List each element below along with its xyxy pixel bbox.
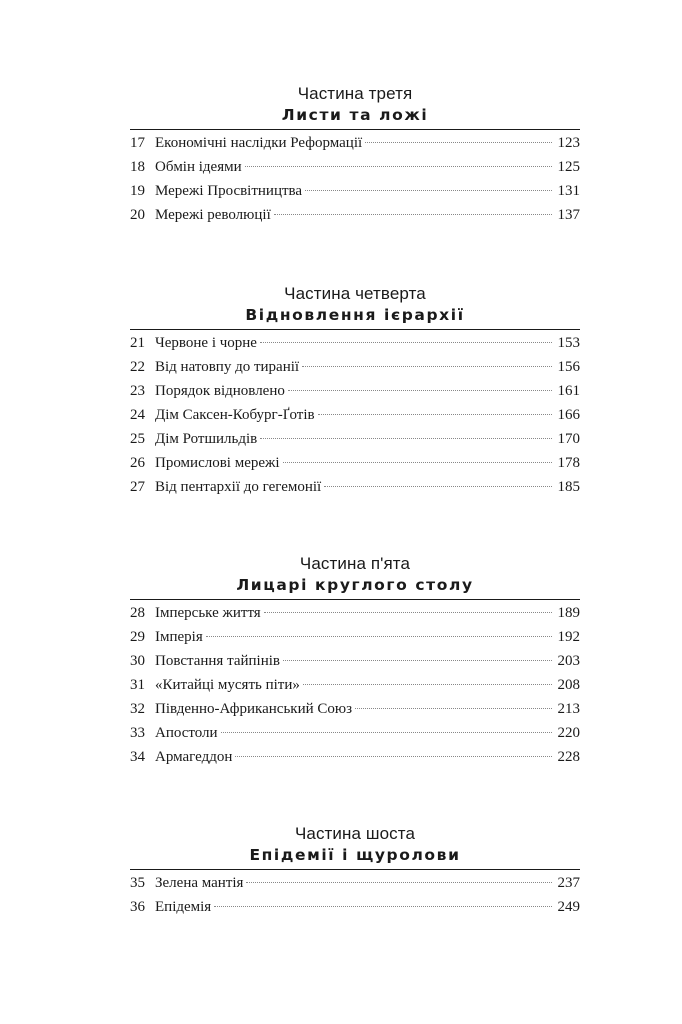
dot-leader: [235, 756, 551, 757]
dot-leader: [245, 166, 552, 167]
toc-entry[interactable]: [130, 427, 580, 451]
part-section: [130, 84, 580, 227]
chapter-title: Імперія: [155, 629, 203, 645]
chapter-title: Повстання тайпінів: [155, 653, 280, 669]
page-number: 166: [557, 407, 580, 423]
chapter-title: Промислові мережі: [155, 455, 280, 471]
dot-leader: [283, 660, 552, 661]
dot-leader: [318, 414, 552, 415]
chapter-title: Економічні наслідки Реформації: [155, 135, 363, 151]
chapter-title: Південно-Африканський Союз: [155, 701, 353, 717]
page-number: 220: [557, 725, 580, 741]
chapter-list: [130, 871, 580, 919]
page-number: 192: [557, 629, 580, 645]
part-title: Лицарі круглого столу: [236, 576, 474, 594]
chapter-title: Порядок відновлено: [155, 383, 285, 399]
page-number: 249: [557, 899, 580, 915]
chapter-title: Від пентархії до гегемонії: [155, 479, 322, 495]
dot-leader: [355, 708, 551, 709]
dot-leader: [221, 732, 552, 733]
chapter-number: 24: [130, 407, 145, 423]
page-number: 208: [557, 677, 580, 693]
toc-entry[interactable]: [130, 355, 580, 379]
page-number: 228: [557, 749, 580, 765]
chapter-list: [130, 601, 580, 769]
dot-leader: [305, 190, 551, 191]
chapter-number: 23: [130, 383, 145, 399]
chapter-number: 22: [130, 359, 145, 375]
toc-entry[interactable]: [130, 697, 580, 721]
page-number: 237: [557, 875, 580, 891]
chapter-title: Апостоли: [155, 725, 218, 741]
chapter-title: Епідемія: [155, 899, 212, 915]
part-title: Листи та ложі: [281, 106, 429, 124]
chapter-number: 35: [130, 875, 145, 891]
part-title: Епідемії і щуролови: [249, 846, 461, 864]
part-divider: [130, 869, 580, 870]
chapter-number: 29: [130, 629, 145, 645]
dot-leader: [302, 366, 551, 367]
dot-leader: [288, 390, 552, 391]
toc-entry[interactable]: [130, 379, 580, 403]
chapter-number: 21: [130, 335, 145, 351]
toc-entry[interactable]: [130, 403, 580, 427]
chapter-number: 17: [130, 135, 145, 151]
page-number: 137: [557, 207, 580, 223]
part-divider: [130, 129, 580, 130]
chapter-number: 26: [130, 455, 145, 471]
toc-entry[interactable]: [130, 203, 580, 227]
chapter-title: Мережі Просвітництва: [155, 183, 303, 199]
part-label: Частина п'ята: [299, 554, 411, 573]
toc-entry[interactable]: [130, 451, 580, 475]
dot-leader: [260, 438, 551, 439]
page-number: 178: [557, 455, 580, 471]
part-section: [130, 284, 580, 499]
toc-entry[interactable]: [130, 475, 580, 499]
page-number: 213: [557, 701, 580, 717]
toc-entry[interactable]: [130, 155, 580, 179]
page-number: 185: [557, 479, 580, 495]
dot-leader: [365, 142, 551, 143]
part-label: Частина шоста: [294, 824, 416, 843]
chapter-title: Червоне і чорне: [155, 335, 257, 351]
page-number: 153: [557, 335, 580, 351]
page-number: 170: [557, 431, 580, 447]
chapter-number: 32: [130, 701, 145, 717]
chapter-number: 34: [130, 749, 145, 765]
page-number: 131: [557, 183, 580, 199]
chapter-number: 33: [130, 725, 145, 741]
dot-leader: [283, 462, 552, 463]
chapter-title: Дім Ротшильдів: [155, 431, 258, 447]
part-label: Частина четверта: [284, 284, 426, 303]
chapter-title: Мережі революції: [155, 207, 271, 223]
toc-entry[interactable]: [130, 131, 580, 155]
page-number: 189: [557, 605, 580, 621]
page-number: 161: [557, 383, 580, 399]
part-section: [130, 824, 580, 919]
toc-entry[interactable]: [130, 895, 580, 919]
toc-entry[interactable]: [130, 601, 580, 625]
page-number: 125: [557, 159, 580, 175]
chapter-title: Імперське життя: [155, 605, 261, 621]
chapter-title: Від натовпу до тиранії: [155, 359, 300, 375]
chapter-title: Дім Саксен-Кобург-Ґотів: [155, 407, 315, 423]
page-number: 123: [557, 135, 580, 151]
part-divider: [130, 599, 580, 600]
chapter-number: 19: [130, 183, 145, 199]
chapter-list: [130, 331, 580, 499]
part-divider: [130, 329, 580, 330]
page-number: 156: [557, 359, 580, 375]
chapter-number: 27: [130, 479, 145, 495]
dot-leader: [260, 342, 552, 343]
chapter-number: 20: [130, 207, 145, 223]
chapter-title: Зелена мантія: [155, 875, 244, 891]
dot-leader: [264, 612, 552, 613]
toc-entry[interactable]: [130, 871, 580, 895]
chapter-number: 31: [130, 677, 145, 693]
dot-leader: [324, 486, 551, 487]
toc-entry[interactable]: [130, 673, 580, 697]
chapter-number: 18: [130, 159, 145, 175]
toc-entry[interactable]: [130, 745, 580, 769]
toc-entry[interactable]: [130, 625, 580, 649]
chapter-title: «Китайці мусять піти»: [155, 677, 300, 693]
chapter-title: Армагеддон: [155, 749, 233, 765]
chapter-number: 30: [130, 653, 145, 669]
dot-leader: [214, 906, 551, 907]
page-number: 203: [557, 653, 580, 669]
toc-entry[interactable]: [130, 649, 580, 673]
dot-leader: [274, 214, 552, 215]
part-title: Відновлення ієрархії: [245, 306, 465, 324]
dot-leader: [246, 882, 551, 883]
chapter-list: [130, 131, 580, 227]
dot-leader: [303, 684, 552, 685]
part-section: [130, 554, 580, 769]
chapter-title: Обмін ідеями: [155, 159, 242, 175]
part-label: Частина третя: [297, 84, 413, 103]
toc-entry[interactable]: [130, 331, 580, 355]
toc-entry[interactable]: [130, 179, 580, 203]
chapter-number: 28: [130, 605, 145, 621]
chapter-number: 36: [130, 899, 145, 915]
chapter-number: 25: [130, 431, 145, 447]
dot-leader: [206, 636, 552, 637]
toc-entry[interactable]: [130, 721, 580, 745]
